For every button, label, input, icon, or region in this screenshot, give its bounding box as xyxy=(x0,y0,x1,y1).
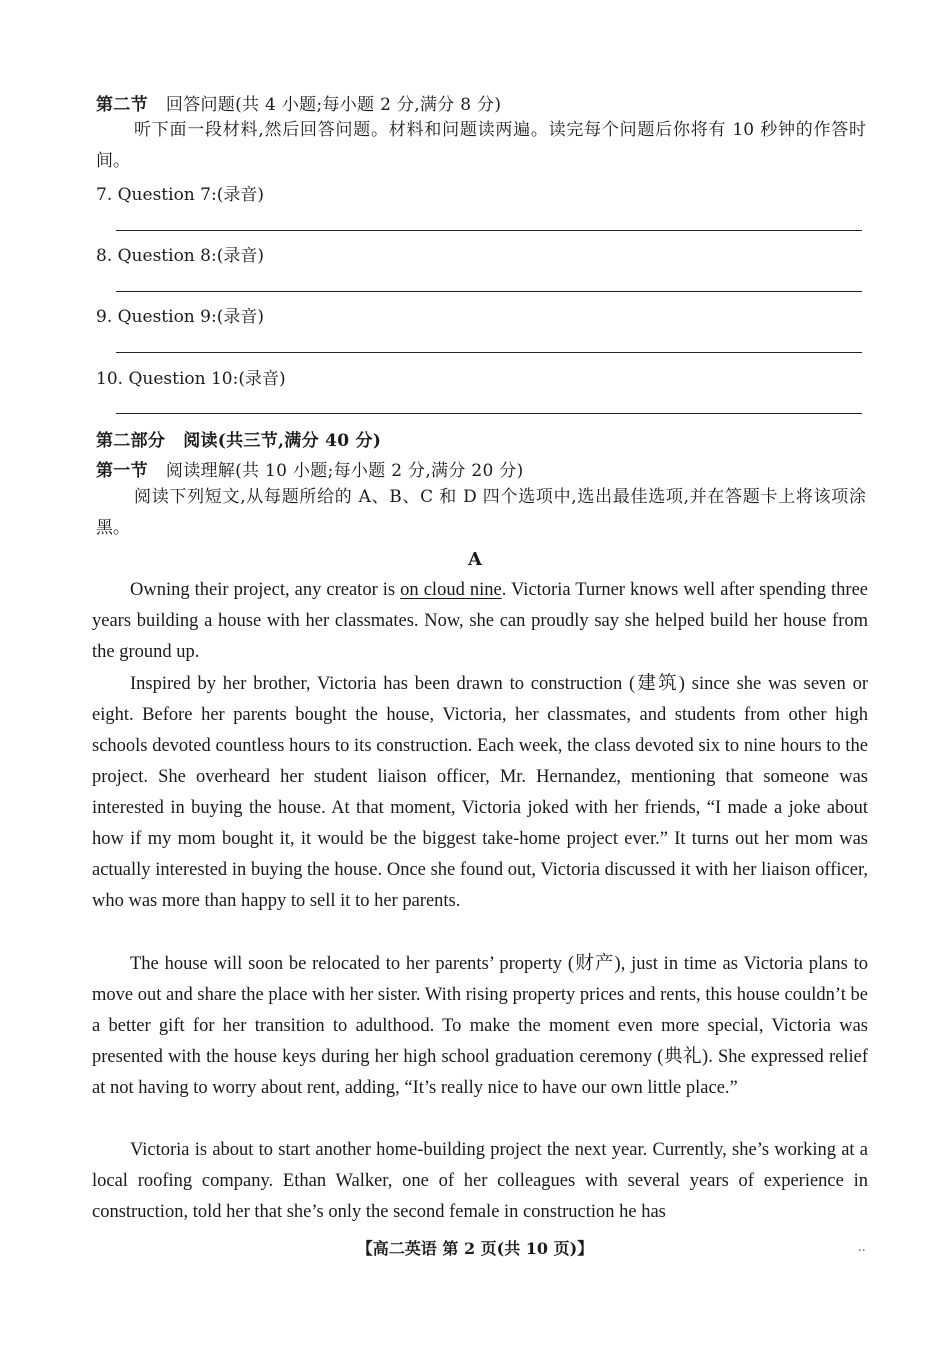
part2-instruction: 阅读下列短文,从每题所给的 A、B、C 和 D 四个选项中,选出最佳选项,并在答题卡上将该项涂黑。 xyxy=(96,487,866,538)
passage-paragraph-3: The house will soon be relocated to her parents’ property (财产), just in time as Victoria plans to move out and share the place with her sister. With rising property prices and rents, this house couldn’t be a better gift for her transition to adulthood. To make the moment even more special, Victoria was presented with the house keys during her high school graduation ceremony (典礼). She expressed relief at not having to worry about rent, adding, “It’s really nice to have our own little place.” xyxy=(92,954,868,1098)
part2-heading xyxy=(96,426,381,451)
question-10: 10. Question 10:(录音) xyxy=(96,369,286,389)
passage-paragraph-2: Inspired by her brother, Victoria has been drawn to construction (建筑) since she was seven or eight. Before her parents bought the house, Victoria, her classmates, and students from other high schools devoted countless hours to its construction. Each week, the class devoted six to nine hours to the project. She overheard her student liaison officer, Mr. Hernandez, mentioning that someone was interested in buying the house. At that moment, Victoria joked with her friends, “I made a joke about how if my mom bought it, it would be the biggest take-home project ever.” It turns out her mom was actually interested in buying the house. Once she found out, Victoria discussed it with her liaison officer, who was more than happy to sell it to her parents. xyxy=(92,674,868,911)
question-8: 8. Question 8:(录音) xyxy=(96,246,264,266)
part2-section1-heading xyxy=(96,456,524,481)
part2-heading-desc: 阅读(共三节,满分 40 分) xyxy=(183,431,382,451)
section2-instruction: 听下面一段材料,然后回答问题。材料和问题读两遍。读完每个问题后你将有 10 秒钟的作答时间。 xyxy=(96,120,866,171)
answer-line-7[interactable] xyxy=(116,230,862,231)
answer-line-8[interactable] xyxy=(116,291,862,292)
answer-line-10[interactable] xyxy=(116,413,862,414)
p1-text-before: Owning their project, any creator is xyxy=(130,580,401,600)
part2-section1-label: 第一节 xyxy=(96,461,148,481)
page-footer: 【高二英语 第 2 页(共 10 页)】 xyxy=(356,1239,594,1258)
section2-heading-desc: 回答问题(共 4 小题;每小题 2 分,满分 8 分) xyxy=(165,95,502,115)
question-7: 7. Question 7:(录音) xyxy=(96,185,264,205)
underlined-phrase: on cloud nine xyxy=(400,580,502,600)
answer-line-9[interactable] xyxy=(116,352,862,353)
passage-paragraph-1 xyxy=(92,575,868,668)
section2-heading xyxy=(96,90,501,115)
part2-heading-label: 第二部分 xyxy=(96,431,166,451)
part2-section1-desc: 阅读理解(共 10 小题;每小题 2 分,满分 20 分) xyxy=(165,461,524,481)
passage-paragraph-4: Victoria is about to start another home-building project the next year. Currently, she’s working at a local roofing company. Ethan Walker, one of her colleagues with several years of experience in construction, told her that she’s only the second female in construction he has xyxy=(92,1140,868,1222)
section2-heading-label: 第二节 xyxy=(96,95,148,115)
passage-title: A xyxy=(468,549,482,570)
question-9: 9. Question 9:(录音) xyxy=(96,307,264,327)
footer-mark: .. xyxy=(858,1240,866,1254)
p1-text-after: . Victoria Turner knows well after spending three years building a house with her classmates. Now, she can proudly say she helped build her house from the ground up. xyxy=(92,580,868,662)
